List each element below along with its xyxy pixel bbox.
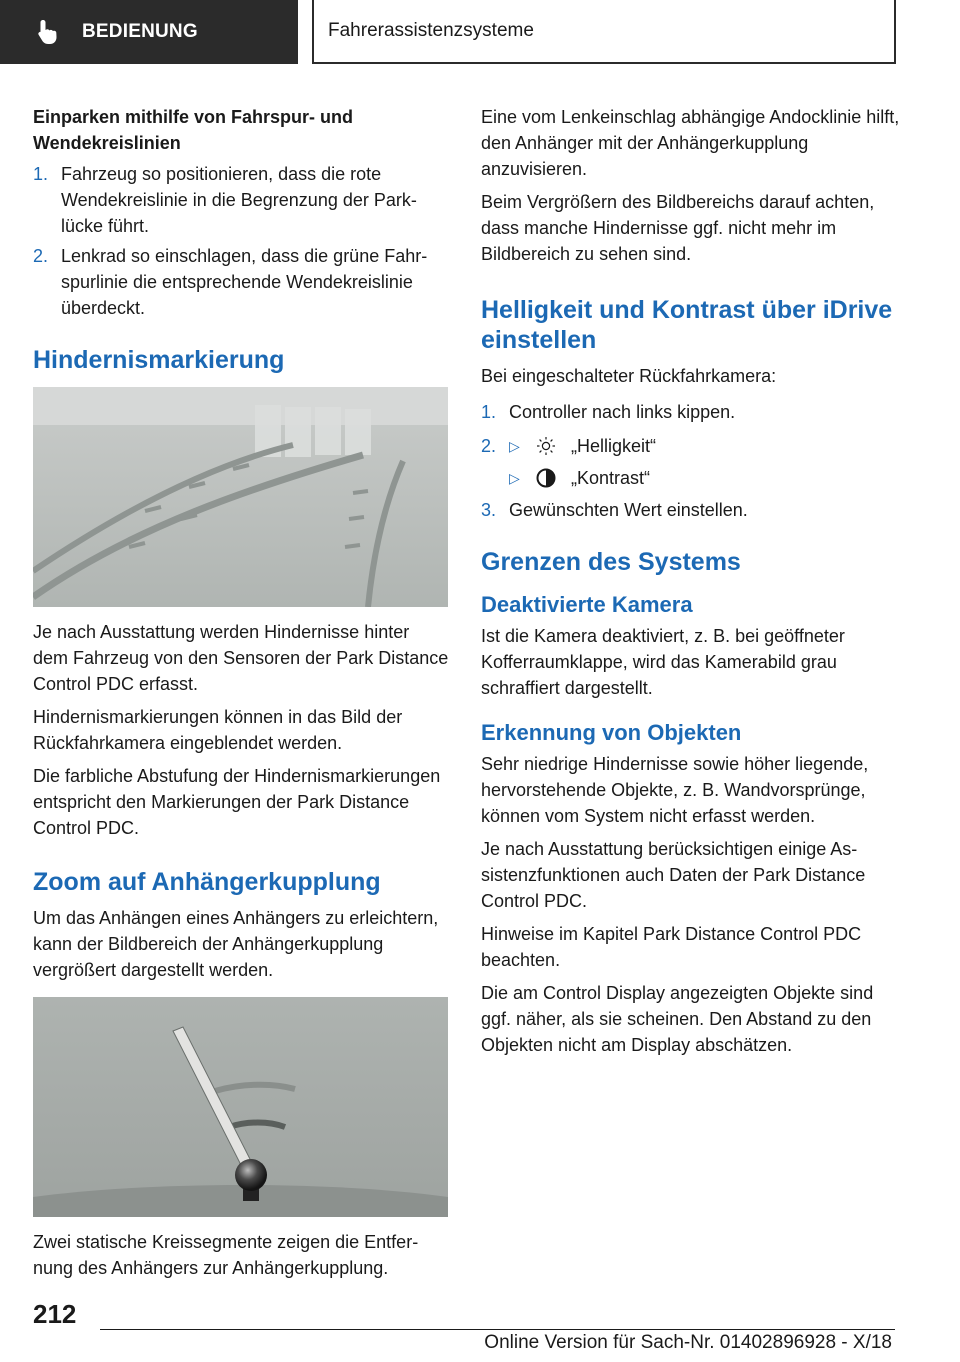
- footer-divider: [100, 1329, 895, 1330]
- objects-heading: Erkennung von Objekten: [481, 720, 742, 745]
- obstacle-paragraph-3: Die farbliche Abstufung der Hindernismarkierungen entspricht den Markierungen der Park Distance Control PDC.: [33, 766, 441, 838]
- right-column: [481, 104, 901, 1065]
- step-number: 1.: [33, 164, 49, 184]
- objects-paragraph-3: Hinweise im Kapitel Park Distance Control PDC beachten.: [481, 924, 862, 970]
- obstacle-paragraph-1: Je nach Ausstattung werden Hindernisse hinter dem Fahrzeug von den Sensoren der Park Distance Control PDC erfasst.: [33, 622, 449, 694]
- parking-step-1: [33, 161, 449, 239]
- page-number: 212: [33, 1299, 77, 1329]
- sun-icon: [535, 435, 557, 457]
- left-column: [33, 104, 449, 1288]
- parking-step-2: [33, 243, 449, 321]
- online-version-note: Online Version für Sach-Nr. 01402896928 - X/18: [484, 1332, 892, 1353]
- chapter-title: Fahrerassistenzsysteme: [312, 0, 896, 64]
- triangle-marker: ▷: [509, 438, 520, 454]
- camera-view-obstacles: [33, 387, 448, 607]
- contrast-option: „Kontrast“: [571, 468, 651, 488]
- brightness-step-2b: [481, 465, 901, 491]
- brightness-step-3: [481, 497, 901, 523]
- parking-title: Einparken mithilfe von Fahrspur- und Wendekreislinien: [33, 107, 354, 153]
- objects-paragraph-4: Die am Control Display angezeigten Objekte sind ggf. näher, als sie scheinen. Den Abstand zu den Objekten nicht am Display abschätzen.: [481, 983, 874, 1055]
- obstacle-marking-image: [33, 387, 448, 607]
- step-number: 1.: [481, 402, 497, 422]
- camera-heading: Deaktivierte Kamera: [481, 592, 693, 617]
- step-number: 3.: [481, 500, 497, 520]
- docking-paragraph-1: Eine vom Lenkeinschlag abhängige Andocklinie hilft, den Anhänger mit der Anhängerkupplung anzuvisieren.: [481, 107, 900, 179]
- section-tab: [0, 0, 298, 64]
- step-text: Controller nach links kippen.: [509, 402, 736, 422]
- brightness-heading: Helligkeit und Kontrast über iDrive einstellen: [481, 296, 893, 354]
- brightness-intro: Bei eingeschalteter Rückfahrkamera:: [481, 366, 777, 386]
- camera-paragraph: Ist die Kamera deaktiviert, z. B. bei geöffneter Kofferraumklappe, wird das Kamerabild grau schraffiert dargestellt.: [481, 626, 845, 698]
- section-title: BEDIENUNG: [82, 21, 198, 42]
- obstacle-heading: Hindernismarkierung: [33, 346, 285, 374]
- obstacle-marker: [315, 407, 341, 455]
- brightness-step-1: [481, 399, 901, 425]
- docking-paragraph-2: Beim Vergrößern des Bildbereichs darauf achten, dass manche Hindernisse ggf. nicht mehr im Bildbereich zu sehen sind.: [481, 192, 875, 264]
- step-text: Fahrzeug so positionieren, dass die rote Wendekreislinie in die Begrenzung der Parklücke führt.: [61, 164, 417, 236]
- step-number: 2.: [481, 436, 497, 456]
- hand-pointer-icon: [36, 18, 62, 46]
- step-text: Lenkrad so einschlagen, dass die grüne Fahrspurlinie die entsprechende Wendekreislinie überdeckt.: [61, 246, 428, 318]
- trailer-hitch-image: [33, 997, 448, 1217]
- triangle-marker: ▷: [509, 470, 520, 486]
- contrast-icon: [535, 467, 557, 489]
- zoom-paragraph-1: Um das Anhängen eines Anhängers zu erleichtern, kann der Bildbereich der Anhängerkupplung vergrößert dargestellt werden.: [33, 908, 439, 980]
- brightness-step-2a: [481, 433, 901, 459]
- camera-view-hitch: [33, 997, 448, 1217]
- objects-paragraph-1: Sehr niedrige Hindernisse sowie höher liegende, hervorstehende Objekte, z. B. Wandvorsprünge, können vom System nicht erfasst werden.: [481, 754, 869, 826]
- zoom-heading: Zoom auf Anhängerkupplung: [33, 868, 381, 896]
- step-text: Gewünschten Wert einstellen.: [509, 500, 748, 520]
- obstacle-marker: [285, 407, 311, 457]
- limits-heading: Grenzen des Systems: [481, 548, 741, 576]
- obstacle-marker: [345, 409, 371, 455]
- step-number: 2.: [33, 246, 49, 266]
- objects-paragraph-2: Je nach Ausstattung berücksichtigen einige Assistenzfunktionen auch Daten der Park Distance Control PDC.: [481, 839, 866, 911]
- obstacle-paragraph-2: Hindernismarkierungen können in das Bild der Rückfahrkamera eingeblendet werden.: [33, 707, 403, 753]
- brightness-option: „Helligkeit“: [571, 436, 657, 456]
- zoom-paragraph-2: Zwei statische Kreissegmente zeigen die Entfernung des Anhängers zur Anhängerkupplung.: [33, 1232, 419, 1278]
